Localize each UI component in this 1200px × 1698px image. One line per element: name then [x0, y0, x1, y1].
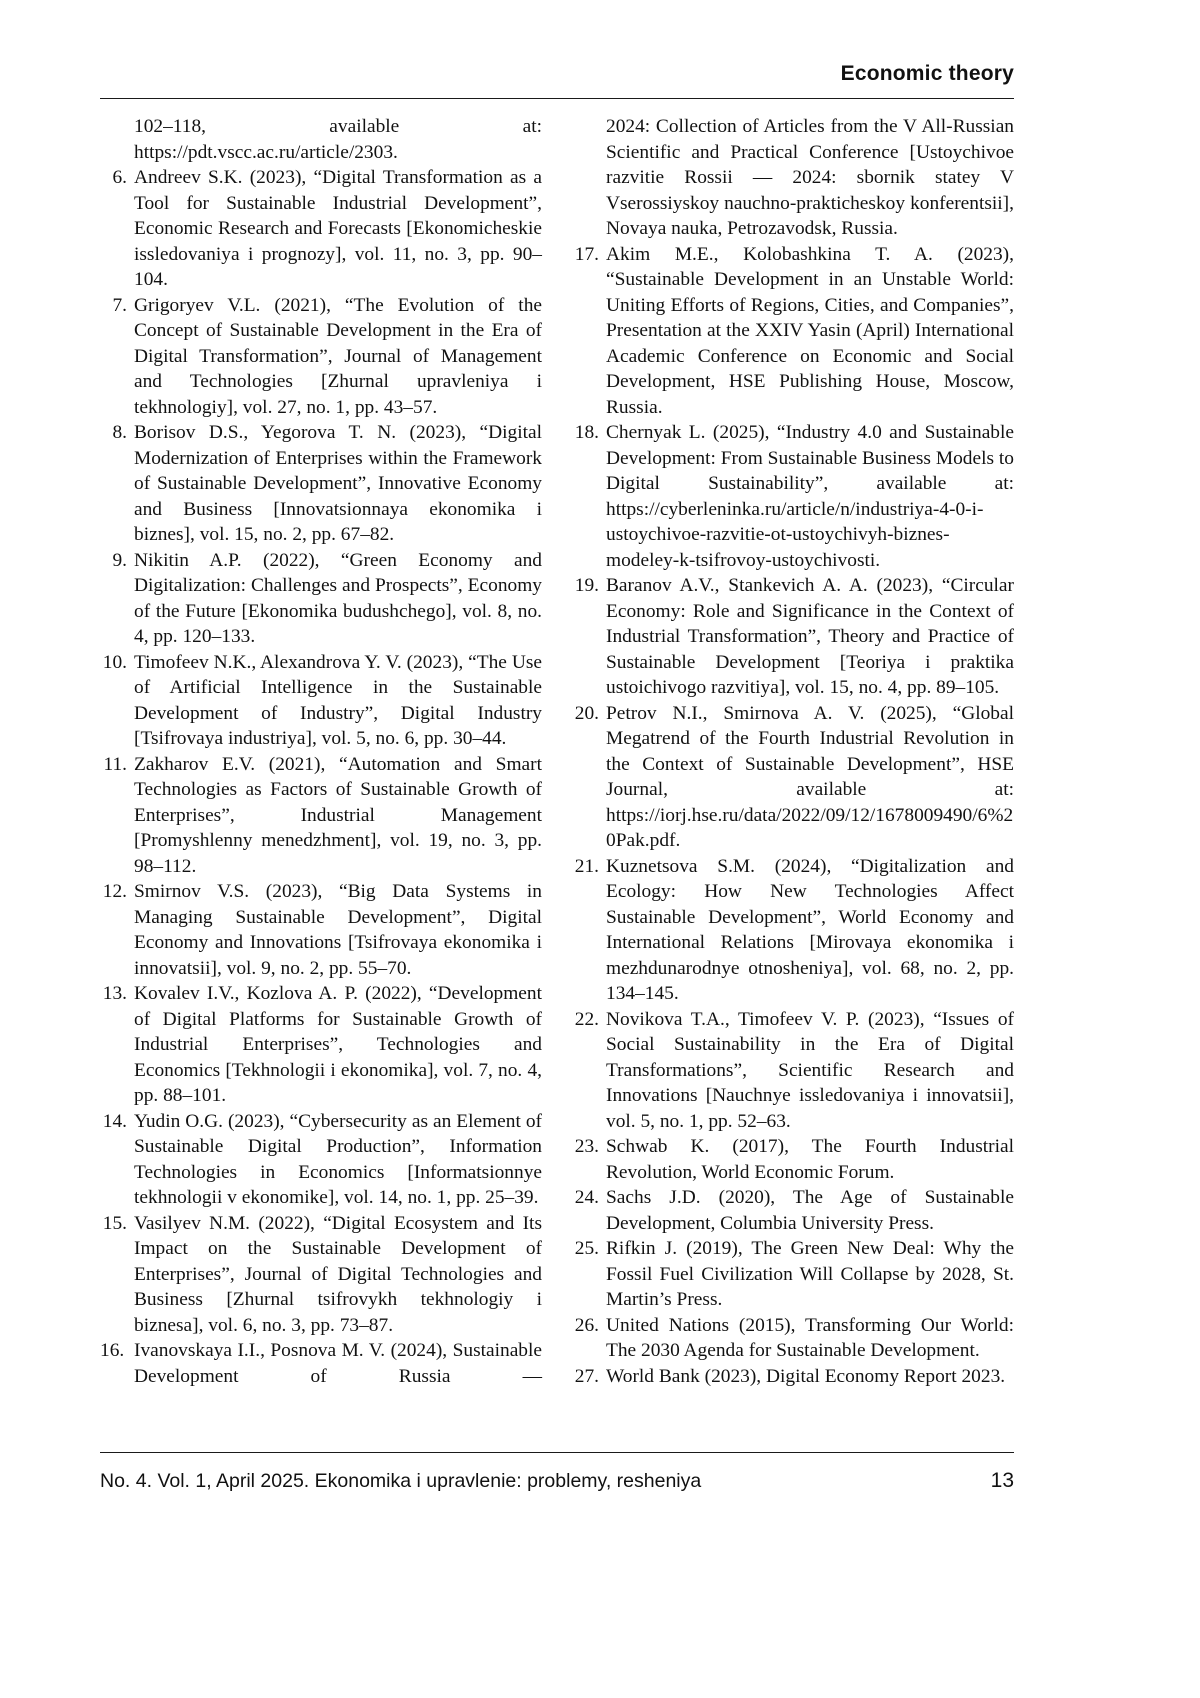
reference-text: 2024: Collection of Articles from the V All-Russian Scientific and Practical Conference [Ustoychivoe razvitie Rossii — 2024: sbornik statey V Vserossiyskoy nauchno-prakticheskoy konferentsii], Novaya nauka, Petrozavodsk, Russia.: [606, 116, 1014, 239]
reference-text: Baranov A.V., Stankevich A. A. (2023), “Circular Economy: Role and Significance in the Context of Industrial Transformation”, Theory and Practice of Sustainable Development [Teoriya i praktika ustoichivogo razvitiya], vol. 15, no. 4, pp. 89–105.: [606, 575, 1014, 698]
reference-item-6: [100, 165, 542, 293]
reference-text: Andreev S.K. (2023), “Digital Transformation as a Tool for Sustainable Industrial Development”, Economic Research and Forecasts [Ekonomicheskie issledovaniya i prognozy], vol. 11, no. 3, pp. 90–104.: [134, 167, 542, 290]
page-header: [100, 62, 1014, 99]
reference-number: 14.: [102, 1110, 127, 1132]
reference-number: 22.: [574, 1008, 599, 1030]
section-title: Economic theory: [840, 62, 1014, 85]
reference-number: 6.: [112, 167, 127, 188]
reference-text: Novikova T.A., Timofeev V. P. (2023), “Issues of Social Sustainability in the Era of Digital Transformations”, Scientific Research and Innovations [Nauchnye issledovaniya i innovatsii], vol. 5, no. 1, pp. 52–63.: [606, 1008, 1014, 1132]
reference-number: 26.: [574, 1314, 599, 1336]
footer-row: [100, 1469, 1014, 1493]
right-column: [572, 114, 1014, 1389]
reference-number: 13.: [102, 983, 127, 1004]
reference-number: 12.: [102, 881, 127, 902]
reference-text: Sachs J.D. (2020), The Age of Sustainable Development, Columbia University Press.: [606, 1187, 1014, 1234]
reference-text: Borisov D.S., Yegorova T. N. (2023), “Digital Modernization of Enterprises within the Framework of Sustainable Development”, Innovative Economy and Business [Innovatsionnaya ekonomika i biznes], vol. 15, no. 2, pp. 67–82.: [134, 422, 542, 545]
reference-item-16-continuation: [572, 114, 1014, 242]
reference-number: 18.: [574, 422, 599, 443]
reference-text: Nikitin A.P. (2022), “Green Economy and Digitalization: Challenges and Prospects”, Economy of the Future [Ekonomika budushchego], vol. 8, no. 4, pp. 120–133.: [134, 549, 542, 647]
reference-number: 7.: [112, 294, 127, 316]
reference-item-13: [100, 981, 542, 1109]
reference-text: Schwab K. (2017), The Fourth Industrial Revolution, World Economic Forum.: [606, 1136, 1014, 1183]
reference-number: 19.: [574, 575, 599, 596]
reference-number: 15.: [102, 1212, 127, 1234]
references-section: [100, 114, 1014, 1389]
footer-rule: [100, 1452, 1014, 1453]
reference-number: 11.: [103, 753, 127, 775]
reference-text: Smirnov V.S. (2023), “Big Data Systems in Managing Sustainable Development”, Digital Economy and Innovations [Tsifrovaya ekonomika i innovatsii], vol. 9, no. 2, pp. 55–70.: [134, 881, 542, 979]
reference-number: 25.: [574, 1238, 599, 1259]
reference-item-8: [100, 420, 542, 548]
reference-text: Timofeev N.K., Alexandrova Y. V. (2023), “The Use of Artificial Intelligence in the Sustainable Development of Industry”, Digital Industry [Tsifrovaya industriya], vol. 5, no. 6, pp. 30–44.: [134, 651, 542, 749]
reference-item-12: [100, 879, 542, 981]
reference-item-25: [572, 1236, 1014, 1313]
reference-number: 16.: [100, 1340, 125, 1361]
reference-item-21: [572, 854, 1014, 1007]
reference-number: 9.: [112, 549, 127, 571]
reference-item-19: [572, 573, 1014, 701]
reference-text: 102–118, available at: https://pdt.vscc.ac.ru/article/2303.: [134, 116, 542, 163]
reference-text: Kuznetsova S.M. (2024), “Digitalization and Ecology: How New Technologies Affect Sustainable Development”, World Economy and International Relations [Mirovaya ekonomika i mezhdunarodnye otnosheniya], vol. 68, no. 2, pp. 134–145.: [606, 855, 1014, 1004]
reference-number: 17.: [574, 243, 599, 265]
reference-text: Ivanovskaya I.I., Posnova M. V. (2024), Sustainable Development of Russia —: [134, 1340, 542, 1387]
reference-item-23: [572, 1134, 1014, 1185]
reference-item-14: [100, 1109, 542, 1211]
reference-number: 23.: [574, 1136, 599, 1157]
reference-item-18: [572, 420, 1014, 573]
reference-text: Yudin O.G. (2023), “Cybersecurity as an Element of Sustainable Digital Production”, Information Technologies in Economics [Informatsionnye tekhnologii v ekonomike], vol. 14, no. 1, pp. 25–39.: [134, 1110, 542, 1208]
reference-item-9: [100, 548, 542, 650]
reference-text: World Bank (2023), Digital Economy Report 2023.: [606, 1365, 1006, 1387]
reference-text: Vasilyev N.M. (2022), “Digital Ecosystem and Its Impact on the Sustainable Development of Enterprises”, Journal of Digital Technologies and Business [Zhurnal tsifrovykh tekhnologiy i biznesa], vol. 6, no. 3, pp. 73–87.: [134, 1212, 542, 1336]
page-footer: [100, 1452, 1014, 1493]
journal-info: No. 4. Vol. 1, April 2025. Ekonomika i upravlenie: problemy, resheniya: [100, 1470, 702, 1492]
reference-item-7: [100, 293, 542, 421]
reference-number: 20.: [574, 702, 599, 724]
reference-text: Grigoryev V.L. (2021), “The Evolution of the Concept of Sustainable Development in the Era of Digital Transformation”, Journal of Management and Technologies [Zhurnal upravleniya i tekhnologiy], vol. 27, no. 1, pp. 43–57.: [134, 294, 542, 418]
reference-text: Zakharov E.V. (2021), “Automation and Smart Technologies as Factors of Sustainable Growth of Enterprises”, Industrial Management [Promyshlenny menedzhment], vol. 19, no. 3, pp. 98–112.: [134, 753, 542, 877]
reference-item-11: [100, 752, 542, 880]
reference-item-10: [100, 650, 542, 752]
reference-number: 8.: [112, 422, 127, 443]
reference-item-20: [572, 701, 1014, 854]
reference-number: 27.: [574, 1365, 599, 1387]
reference-number: 21.: [574, 855, 599, 877]
reference-item-26: [572, 1313, 1014, 1364]
reference-number: 24.: [574, 1187, 599, 1208]
reference-item-5-continuation: [100, 114, 542, 165]
reference-item-17: [572, 242, 1014, 421]
reference-item-24: [572, 1185, 1014, 1236]
left-column: [100, 114, 542, 1389]
reference-text: Petrov N.I., Smirnova A. V. (2025), “Global Megatrend of the Fourth Industrial Revolution in the Context of Sustainable Development”, HSE Journal, available at: https://iorj.hse.ru/data/2022/09/12/1678009490/6%20Pak.pdf.: [606, 702, 1014, 851]
reference-text: Chernyak L. (2025), “Industry 4.0 and Sustainable Development: From Sustainable Business Models to Digital Sustainability”, available at: https://cyberleninka.ru/article/n/industriya-4-0-i-ustoychivoe-razvitie-ot-ustoychivyh-biznes-modeley-k-tsifrovoy-ustoychivosti.: [606, 422, 1014, 571]
page-number: 13: [990, 1469, 1014, 1492]
reference-item-22: [572, 1007, 1014, 1135]
reference-text: Kovalev I.V., Kozlova A. P. (2022), “Development of Digital Platforms for Sustainable Growth of Industrial Enterprises”, Technologies and Economics [Tekhnologii i ekonomika], vol. 7, no. 4, pp. 88–101.: [134, 983, 542, 1106]
reference-text: Rifkin J. (2019), The Green New Deal: Why the Fossil Fuel Civilization Will Collapse by 2028, St. Martin’s Press.: [606, 1238, 1014, 1310]
reference-item-15: [100, 1211, 542, 1339]
reference-item-16: [100, 1338, 542, 1389]
reference-text: Akim M.E., Kolobashkina T. A. (2023), “Sustainable Development in an Unstable World: Uniting Efforts of Regions, Cities, and Companies”, Presentation at the XXIV Yasin (April) International Academic Conference on Economic and Social Development, HSE Publishing House, Moscow, Russia.: [606, 243, 1014, 418]
reference-item-27: [572, 1364, 1014, 1390]
header-rule: [100, 98, 1014, 99]
reference-text: United Nations (2015), Transforming Our World: The 2030 Agenda for Sustainable Development.: [606, 1314, 1014, 1361]
reference-number: 10.: [102, 651, 127, 673]
